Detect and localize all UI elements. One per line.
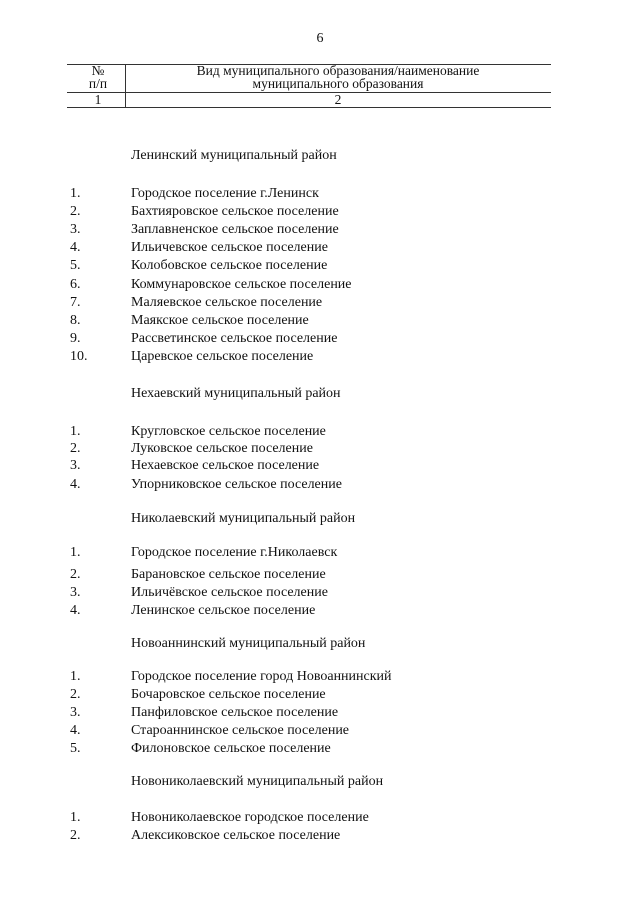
item-name: Панфиловское сельское поселение (131, 705, 339, 720)
item-number: 7. (70, 295, 81, 310)
item-name: Кругловское сельское поселение (131, 424, 326, 439)
district-title: Новониколаевский муниципальный район (131, 774, 384, 789)
item-number: 3. (70, 585, 81, 600)
item-number: 4. (70, 603, 81, 618)
item-number: 3. (70, 705, 81, 720)
item-number: 8. (70, 313, 81, 328)
item-name: Рассветинское сельское поселение (131, 331, 338, 346)
item-number: 2. (70, 441, 81, 456)
item-number: 2. (70, 204, 81, 219)
header-col1-index: 1 (94, 92, 102, 107)
item-name: Заплавненское сельское поселение (131, 222, 339, 237)
item-name: Коммунаровское сельское поселение (131, 277, 352, 292)
item-name: Староаннинское сельское поселение (131, 723, 350, 738)
district-title: Новоаннинский муниципальный район (131, 636, 366, 651)
item-name: Бочаровское сельское поселение (131, 687, 326, 702)
item-number: 4. (70, 477, 81, 492)
item-number: 1. (70, 424, 81, 439)
item-name: Бахтияровское сельское поселение (131, 204, 339, 219)
item-name: Городское поселение город Новоаннинский (131, 669, 392, 684)
item-name: Маякское сельское поселение (131, 313, 309, 328)
item-number: 2. (70, 567, 81, 582)
item-number: 3. (70, 458, 81, 473)
item-number: 1. (70, 545, 81, 560)
header-col2-index: 2 (334, 92, 342, 107)
item-name: Городское поселение г.Ленинск (131, 186, 319, 201)
item-number: 5. (70, 741, 81, 756)
item-name: Барановское сельское поселение (131, 567, 326, 582)
header-col1-line2: п/п (88, 76, 108, 91)
item-number: 1. (70, 186, 81, 201)
item-name: Филоновское сельское поселение (131, 741, 331, 756)
item-number: 2. (70, 687, 81, 702)
item-name: Маляевское сельское поселение (131, 295, 323, 310)
item-name: Ильичёвское сельское поселение (131, 585, 328, 600)
district-title: Ленинский муниципальный район (131, 148, 337, 163)
item-number: 4. (70, 723, 81, 738)
item-number: 2. (70, 828, 81, 843)
item-name: Новониколаевское городское поселение (131, 810, 369, 825)
header-col1-line1: № (91, 63, 105, 78)
item-name: Ленинское сельское поселение (131, 603, 316, 618)
item-number: 9. (70, 331, 81, 346)
item-name: Городское поселение г.Николаевск (131, 545, 338, 560)
header-col2-line2: муниципального образования (252, 76, 424, 91)
item-number: 5. (70, 258, 81, 273)
item-number: 6. (70, 277, 81, 292)
item-number: 3. (70, 222, 81, 237)
item-name: Ильичевское сельское поселение (131, 240, 328, 255)
table-header-bottom-border (67, 107, 551, 108)
item-number: 10. (70, 349, 88, 364)
page-number: 6 (316, 31, 324, 46)
item-name: Царевское сельское поселение (131, 349, 314, 364)
item-name: Колобовское сельское поселение (131, 258, 328, 273)
district-title: Нехаевский муниципальный район (131, 386, 341, 401)
item-number: 4. (70, 240, 81, 255)
item-name: Луковское сельское поселение (131, 441, 313, 456)
district-title: Николаевский муниципальный район (131, 511, 356, 526)
header-col2-line1: Вид муниципального образования/наименование (196, 63, 480, 78)
item-name: Упорниковское сельское поселение (131, 477, 342, 492)
item-number: 1. (70, 669, 81, 684)
item-number: 1. (70, 810, 81, 825)
item-name: Алексиковское сельское поселение (131, 828, 341, 843)
item-name: Нехаевское сельское поселение (131, 458, 320, 473)
